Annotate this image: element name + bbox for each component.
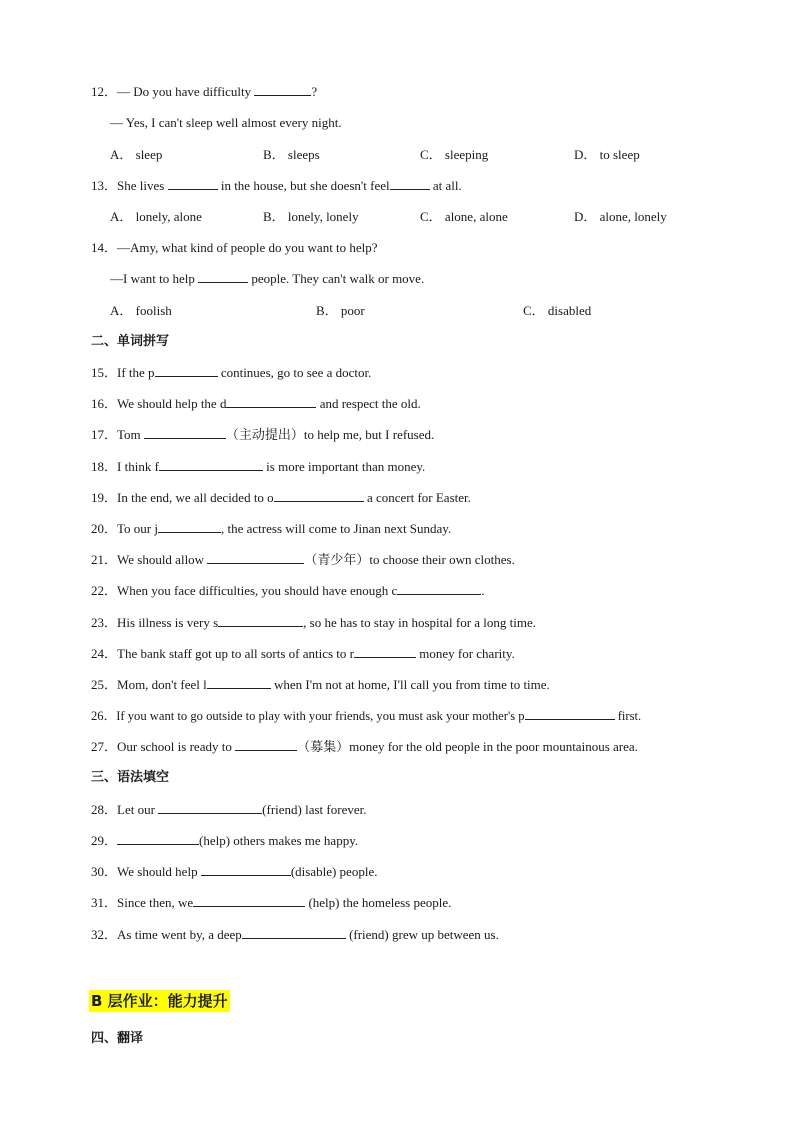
question-17 [91, 427, 434, 443]
question-12-reply: — Yes, I can't sleep well almost every night. [110, 115, 342, 130]
question-number: 23． [91, 615, 118, 630]
question-text: Since then, we [117, 895, 194, 910]
question-19 [91, 490, 471, 506]
question-text: We should help [117, 864, 201, 879]
question-text: Mom, don't feel l [117, 677, 207, 692]
question-number: 32． [91, 927, 118, 942]
question-31 [91, 895, 451, 911]
question-text: first. [614, 709, 642, 723]
question-number: 31． [91, 895, 118, 910]
answer-blank[interactable] [218, 615, 303, 627]
question-text: and respect the old. [316, 396, 421, 411]
question-21 [91, 552, 515, 568]
question-number: 15． [91, 365, 118, 380]
question-number: 19． [91, 490, 118, 505]
question-text: (help) the homeless people. [305, 895, 452, 910]
question-16 [91, 396, 421, 412]
question-number: 21． [91, 552, 118, 567]
answer-blank[interactable] [235, 739, 297, 751]
question-29 [91, 833, 358, 849]
question-text: (help) others makes me happy. [199, 833, 359, 848]
question-number: 24． [91, 646, 118, 661]
question-text: money for charity. [415, 646, 515, 661]
answer-blank[interactable] [168, 178, 218, 190]
answer-blank[interactable] [158, 521, 221, 533]
question-26 [91, 708, 641, 724]
question-28 [91, 802, 366, 818]
question-text: （主动提出）to help me, but I refused. [225, 427, 435, 442]
option-b[interactable]: B． sleeps [263, 147, 320, 162]
question-text: (friend) grew up between us. [345, 927, 499, 942]
question-text: His illness is very s [117, 615, 219, 630]
option-a[interactable]: A． lonely, alone [110, 209, 202, 224]
question-23 [91, 615, 536, 631]
question-14-reply [110, 271, 424, 287]
answer-blank[interactable] [207, 552, 304, 564]
answer-blank[interactable] [198, 271, 248, 283]
option-d[interactable]: D． alone, lonely [574, 209, 667, 224]
option-b[interactable]: B． poor [316, 303, 365, 318]
question-number: 20． [91, 521, 118, 536]
question-number: 12． [91, 84, 118, 99]
answer-blank[interactable] [354, 646, 416, 658]
question-text: （青少年）to choose their own clothes. [304, 552, 515, 567]
answer-blank[interactable] [193, 895, 305, 907]
question-text: The bank staff got up to all sorts of antics to r [117, 646, 354, 661]
question-20 [91, 521, 451, 537]
question-text: Tom [117, 427, 144, 442]
layer-b-heading: B 层作业：能力提升 [91, 992, 228, 1010]
question-number: 27． [91, 739, 118, 754]
answer-blank[interactable] [274, 490, 364, 502]
question-text: people. They can't walk or move. [248, 271, 425, 286]
answer-blank[interactable] [226, 396, 316, 408]
answer-blank[interactable] [155, 365, 218, 377]
question-text: We should allow [117, 552, 208, 567]
answer-blank[interactable] [207, 677, 271, 689]
question-32 [91, 927, 499, 943]
question-text: in the house, but she doesn't feel [217, 178, 390, 193]
question-number: 17． [91, 427, 118, 442]
question-number: 25． [91, 677, 118, 692]
section-heading-spelling: 二、单词拼写 [91, 334, 170, 349]
question-text: continues, go to see a doctor. [217, 365, 372, 380]
answer-blank[interactable] [390, 178, 430, 190]
question-text: She lives [117, 178, 168, 193]
option-a[interactable]: A． sleep [110, 147, 163, 162]
question-14 [91, 240, 378, 256]
answer-blank[interactable] [397, 583, 481, 595]
question-text: ? [311, 84, 318, 99]
option-c[interactable]: C． alone, alone [420, 209, 508, 224]
option-c[interactable]: C． sleeping [420, 147, 489, 162]
option-a[interactable]: A． foolish [110, 303, 172, 318]
question-number: 28． [91, 802, 118, 817]
question-15 [91, 365, 371, 381]
answer-blank[interactable] [158, 802, 262, 814]
option-d[interactable]: D． to sleep [574, 147, 640, 162]
question-number: 30． [91, 864, 118, 879]
question-number: 22． [91, 583, 118, 598]
question-18 [91, 459, 425, 475]
question-text: , so he has to stay in hospital for a long time. [303, 615, 537, 630]
question-30 [91, 864, 377, 880]
answer-blank[interactable] [117, 833, 199, 845]
question-number: 18． [91, 459, 118, 474]
answer-blank[interactable] [242, 927, 346, 939]
question-22 [91, 583, 485, 599]
question-text: (friend) last forever. [262, 802, 367, 817]
question-text: Our school is ready to [117, 739, 236, 754]
question-text: We should help the d [117, 396, 227, 411]
question-text: at all. [429, 178, 462, 193]
question-text: when I'm not at home, I'll call you from time to time. [270, 677, 550, 692]
question-number: 14． [91, 240, 118, 255]
question-text: is more important than money. [262, 459, 426, 474]
question-13 [91, 178, 462, 194]
question-text: (disable) people. [290, 864, 378, 879]
question-text: If you want to go outside to play with your friends, you must ask your mother's p [116, 709, 525, 723]
question-text: When you face difficulties, you should have enough c [117, 583, 398, 598]
question-12 [91, 84, 317, 100]
question-text: I think f [117, 459, 159, 474]
question-text: , the actress will come to Jinan next Sunday. [221, 521, 452, 536]
question-text: Let our [117, 802, 159, 817]
question-text: . [481, 583, 485, 598]
answer-blank[interactable] [144, 427, 226, 439]
question-27 [91, 739, 638, 755]
question-text: If the p [117, 365, 155, 380]
question-24 [91, 646, 515, 662]
section-heading-grammar: 三、语法填空 [91, 770, 170, 785]
question-25 [91, 677, 550, 693]
question-text: To our j [117, 521, 158, 536]
answer-blank[interactable] [254, 84, 311, 96]
option-b[interactable]: B． lonely, lonely [263, 209, 359, 224]
answer-blank[interactable] [201, 864, 291, 876]
question-text: In the end, we all decided to o [117, 490, 274, 505]
section-heading-translation: 四、翻译 [91, 1031, 144, 1046]
question-number: 13． [91, 178, 118, 193]
option-c[interactable]: C． disabled [523, 303, 592, 318]
answer-blank[interactable] [525, 708, 615, 720]
question-text: —Amy, what kind of people do you want to help? [117, 240, 378, 255]
question-number: 26． [91, 709, 117, 723]
question-text: As time went by, a deep [117, 927, 242, 942]
question-text: （募集）money for the old people in the poor mountainous area. [297, 739, 638, 754]
question-text: a concert for Easter. [363, 490, 471, 505]
question-number: 29． [91, 833, 118, 848]
question-text: —I want to help [110, 271, 199, 286]
question-number: 16． [91, 396, 118, 411]
question-text: — Do you have difficulty [117, 84, 255, 99]
answer-blank[interactable] [159, 459, 263, 471]
